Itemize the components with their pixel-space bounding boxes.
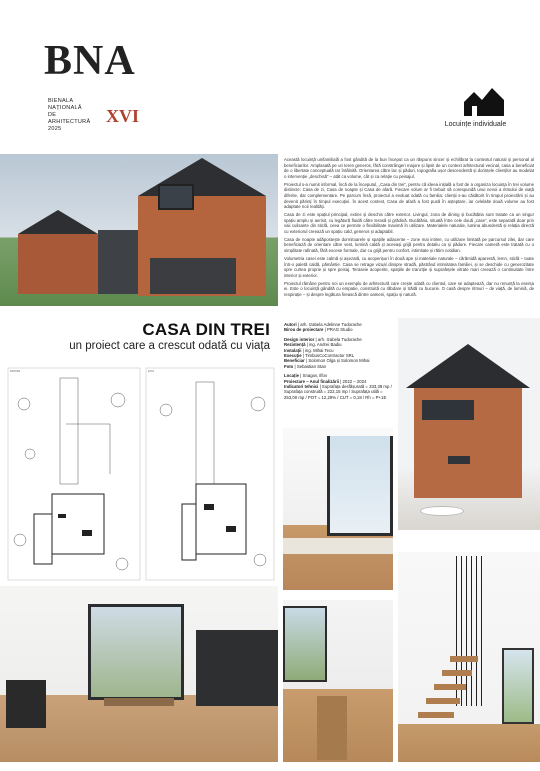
credit-line: Instalații | ing. Mihai Tecu — [284, 347, 334, 353]
corridor-bench-photo — [283, 600, 393, 762]
garage-door — [150, 258, 236, 294]
project-credits — [284, 322, 394, 404]
logo-line: NAȚIONALĂ — [48, 105, 82, 111]
cladding-volume — [98, 230, 138, 294]
dining-table — [104, 698, 174, 706]
roof-shape — [406, 344, 530, 388]
credit-line: Locație | Snagov, Ilfov — [284, 373, 328, 379]
credits-team — [284, 337, 394, 369]
credit-line: Birou de proiectare | PRAG Studio — [284, 327, 353, 333]
credit-line: Design interior | arh. Izabela Tudorache — [284, 336, 362, 342]
edition-number: XVI — [106, 106, 140, 126]
floor-plans — [0, 364, 278, 586]
description-paragraph: Proiectul rămâne pentru noi un exemplu de arhitectură care crește odată cu clientul, care se adaptează, dar nu renunță la esența ei. Este o locuință gândită cu empatie, construită cu răbdare și trăită cu bucurie. O casă despre ritmuri – de viață, de lumină, de respirație – și despre legătura firească dintre oameni, spațiu și natură. — [284, 280, 534, 298]
credit-line: Beneficiar | Solomon Olga și Solomon Mihai — [284, 358, 370, 364]
house-gable-photo — [398, 318, 540, 530]
glazed-roof — [327, 436, 393, 536]
credit-line: Proiectare – Anul finalizării | 2022 – 2024 — [284, 378, 367, 384]
kitchen-wall — [196, 630, 278, 706]
project-subtitle: un proiect care a crescut odată cu viața — [69, 340, 270, 352]
project-title: CASA DIN TREI — [142, 320, 270, 339]
wood-steps — [317, 696, 347, 760]
logo-line: ARHITECTURĂ — [48, 119, 91, 125]
glazed-corner — [283, 606, 327, 682]
credit-line: Foto | Sebastian Stan — [284, 363, 326, 369]
credit-line: Rezistență | ing. Andrei Badiu — [284, 342, 342, 348]
description-paragraph: Casa de zi este spațiul principal, extins și deschis către exterior. Livingul, zona de dining și bucătăria sunt tratate ca un singur spațiu amplu și aerisit, cu legătură fluidă către terasă și grădină. Bucătăria, situată între cele două „case”, este separată doar prin vaii culisante din sticlă, ceea ce permite o flexibilitate maximă în utilizare. Materialele naturale, lumina abundentă și relația directă cu exteriorul creează un spațiu cald, generos și adaptabil. — [284, 212, 534, 234]
credit-line: Execuție | TimbusCoContractor SRL — [284, 353, 355, 359]
logo-line: 2025 — [48, 126, 62, 132]
glass-door — [502, 648, 534, 724]
fire-pit — [420, 506, 464, 516]
category-label: Locuințe individuale — [444, 121, 507, 128]
description-paragraph: Proiectul s-a numit informal, încă de la începutul, „Casa din trei”, pentru că ideea inițială a fost de a organiza locuința în trei volume distincte: Casa de zi, Casa de noapte și Casa de afară. Fiecare volum ar fi trebuit să corespundă unui nevoi a ritmului de viață diferite, dar complementare. Pe parcurs însă, proiectul a evoluat odată cu familia: clienții s-au căsătorit în timpul proiectării și au devenit părinți în timpul execuției. În acest context, Casa de afară a fost pusă în așteptare, iar celelalte două volume au fost adaptate noii realități. — [284, 181, 534, 210]
description-paragraph: Această locuință unifamilială a fost gândită de la bun început ca un răspuns sincer și echilibrat la contextul natural și personal al beneficiarilor. Amplasată pe un teren generos, fără constrângeri majore și lipsit de un context arhitectural vecinal, casa a beneficiat de o libertate conceptuală rar întâlnită. Orientarea către lac și păduri, topografia ușor descendentă și dorințele clienților au modelat o intervenție „deschisă” – atât ca volume, cât și ca relație cu peisajul. — [284, 157, 534, 179]
gable-window — [88, 604, 184, 700]
stair-step — [434, 684, 466, 690]
description-paragraph: Casa de noapte adăpostește dormitoarele și spațiile adiacente – zone mai intime, cu utilizare limitată pe parcursul zilei, dar care beneficiază de orientare către vest, lumină caldă și aceeași grijă pentru detaliu ca și pădure. Fiecare cameră este tratată cu o simplitate rafinată, fără excese formale, dar cu grijă pentru confort, intimitate și rătim cotidian. — [284, 236, 534, 254]
houses-icon — [462, 84, 506, 118]
credit-line: Autori | arh. Izabela Adelinne Tudorache — [284, 322, 362, 327]
credits-details — [284, 373, 394, 400]
plan-caption-ground: PARTER — [10, 370, 21, 373]
stair-step — [418, 712, 454, 718]
logo-line: DE — [48, 112, 57, 118]
logo-subtitle — [48, 98, 90, 133]
stair-step — [426, 698, 460, 704]
credits-authors — [284, 322, 394, 333]
built-in-bench — [283, 538, 393, 554]
plan-drawing — [0, 364, 278, 586]
plan-caption-upper: ETAJ — [148, 370, 155, 373]
living-dining-photo — [0, 586, 278, 762]
description-paragraph: Volumetria casei este calmă și așezată, cu acoperișuri în două ape și materiale naturale – cărămidă aparentă, lemn, sticlă – toate într-o paletă caldă, pământie. Casa se retrage vizual dinspre stradă, păstrând intimitatea familiei, și se deschide cu generozitate spre curtea proprie și spre peisaj. Teraseie acoperite, spațiile de tranziție și suprafețele vitrate mari creează o continuitate între interior și exterior. — [284, 256, 534, 278]
brick-volume — [18, 234, 98, 294]
bna-logo — [44, 38, 140, 140]
skylight-interior-photo — [283, 428, 393, 590]
roof-shape — [18, 210, 98, 234]
window-shape — [158, 184, 194, 210]
logo-line: BIENALA — [48, 98, 74, 104]
staircase-photo — [398, 552, 540, 762]
project-description — [284, 157, 534, 300]
house-exterior-photo — [0, 154, 278, 306]
credit-line: Indicatori tehnici | Suprafața desfășurată = 333,39 mp / Suprafața construită = 222,15 mp / Suprafața utilă = 253,00 mp / POT = 12,29% / CUT = 0,18 / Rh = P+1E — [284, 384, 392, 400]
window-shape — [422, 400, 474, 420]
logo-letters: BNA — [44, 38, 136, 84]
fireplace — [6, 680, 46, 728]
window-shape — [448, 456, 470, 464]
stair-step — [450, 656, 478, 662]
stair-step — [442, 670, 472, 676]
